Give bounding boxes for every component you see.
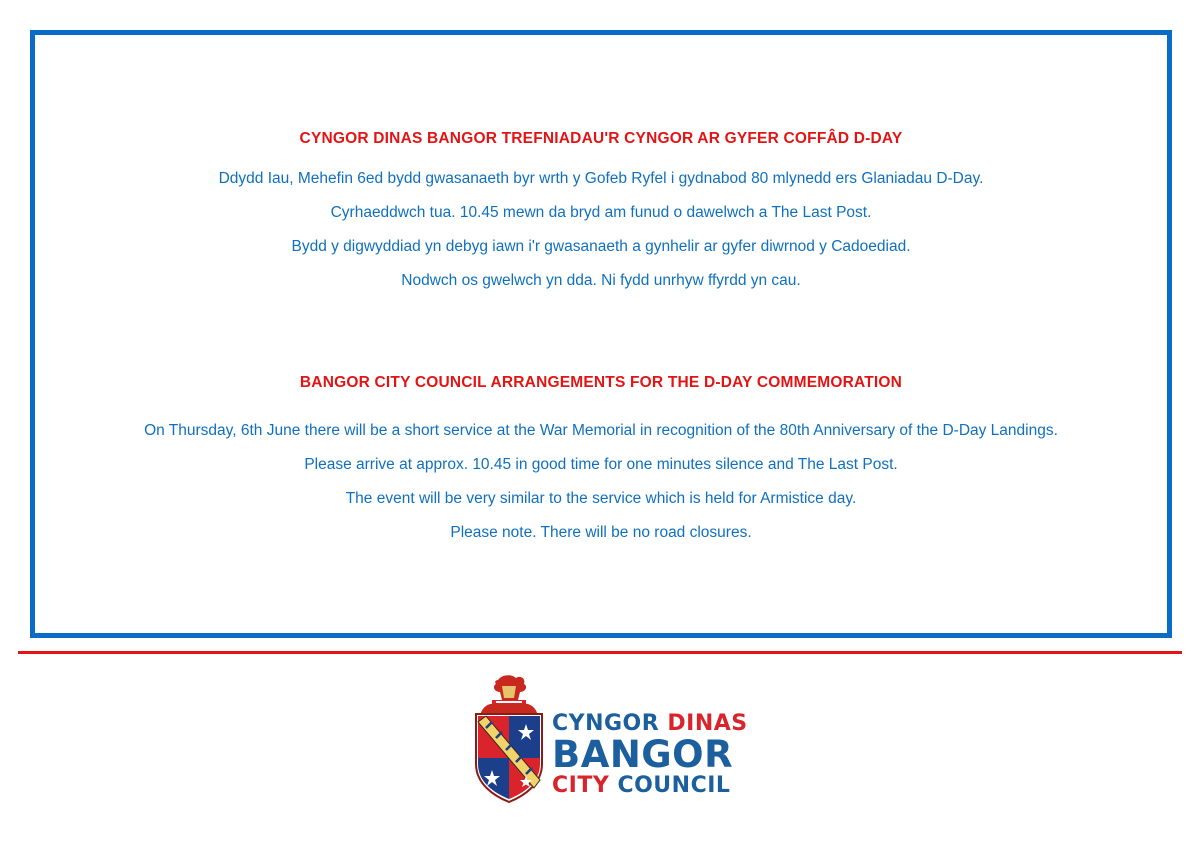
- english-paragraphs: [35, 420, 1167, 544]
- english-heading: BANGOR CITY COUNCIL ARRANGEMENTS FOR THE D-DAY COMMEMORATION: [299, 374, 903, 391]
- welsh-paragraph: Ddydd Iau, Mehefin 6ed bydd gwasanaeth byr wrth y Gofeb Ryfel i gydnabod 80 mlynedd ers Glaniadau D-Day.: [218, 170, 984, 187]
- welsh-heading: CYNGOR DINAS BANGOR TREFNIADAU'R CYNGOR AR GYFER COFFÂD D-DAY: [299, 130, 903, 147]
- english-paragraph: Please arrive at approx. 10.45 in good time for one minutes silence and The Last Post.: [304, 456, 898, 473]
- logo-word-dinas: DINAS: [667, 711, 748, 736]
- logo-line2: BANGOR: [552, 733, 734, 776]
- logo-wordmark: [552, 711, 748, 798]
- welsh-paragraph: Nodwch os gwelwch yn dda. Ni fydd unrhyw ffyrdd yn cau.: [401, 272, 801, 289]
- bangor-city-council-logo: [472, 672, 748, 804]
- english-paragraph: Please note. There will be no road closures.: [450, 524, 752, 541]
- notice-box: [30, 30, 1172, 638]
- coat-of-arms-icon: [472, 672, 546, 804]
- english-paragraph: The event will be very similar to the service which is held for Armistice day.: [345, 490, 857, 507]
- welsh-paragraph: Bydd y digwyddiad yn debyg iawn i'r gwasanaeth a gynhelir ar gyfer diwrnod y Cadoediad.: [291, 238, 911, 255]
- logo-line3: [552, 774, 732, 798]
- english-section: [35, 372, 1167, 556]
- welsh-section: [35, 128, 1167, 304]
- welsh-paragraphs: [35, 168, 1167, 292]
- logo-word-city: CITY: [552, 773, 610, 798]
- welsh-paragraph: Cyrhaeddwch tua. 10.45 mewn da bryd am funud o dawelwch a The Last Post.: [330, 204, 872, 221]
- logo-word-council: COUNCIL: [617, 773, 731, 798]
- english-paragraph: On Thursday, 6th June there will be a short service at the War Memorial in recognition of the 80th Anniversary of the D-Day Landings.: [144, 422, 1058, 439]
- logo-word-cyngor: CYNGOR: [552, 711, 660, 736]
- red-divider: [18, 651, 1182, 654]
